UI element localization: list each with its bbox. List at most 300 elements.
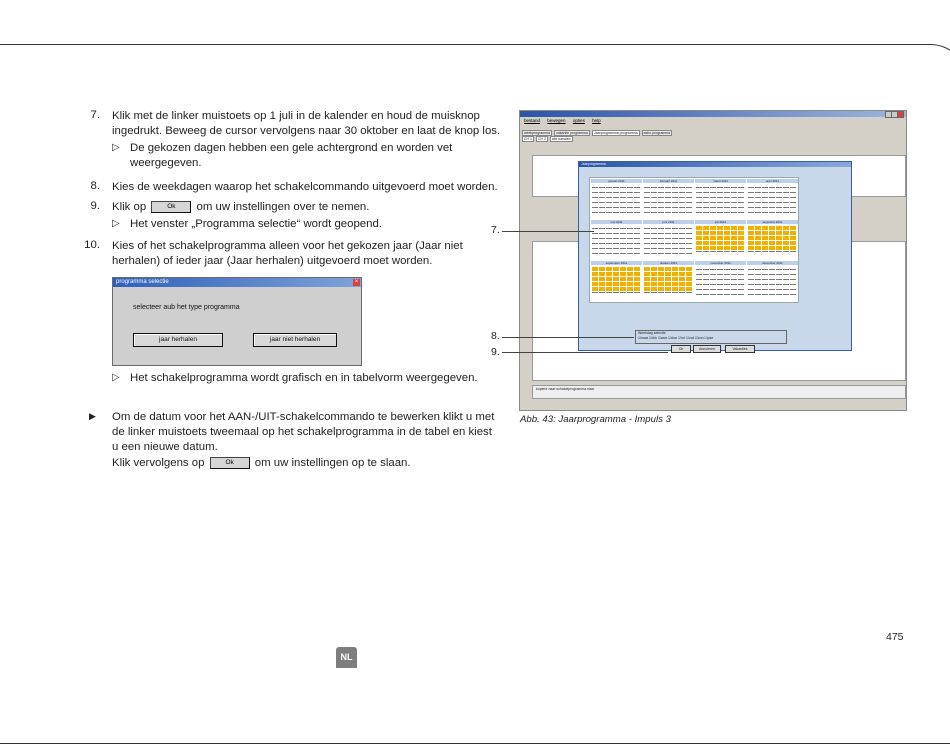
- calendar-day: [710, 212, 716, 213]
- calendar-day: [717, 187, 723, 188]
- calendar-month-title: oktober 2011: [643, 261, 694, 265]
- figure-caption: Abb. 43: Jaarprogramma - Impuls 3: [520, 414, 671, 425]
- calendar-day: [665, 282, 671, 286]
- calendar-day: [686, 292, 692, 293]
- calendar-day: [748, 269, 754, 270]
- calendar-day: [658, 243, 664, 244]
- calendar-day: [790, 212, 796, 213]
- calendar-day: [710, 202, 716, 203]
- calendar-day: [731, 246, 737, 250]
- after-dialog-text: Het schakelprogramma wordt grafisch en in tabelvorm weergegeven.: [130, 372, 478, 384]
- calendar-day: [717, 207, 723, 208]
- calendar-day: [686, 243, 692, 244]
- calendar-day: [710, 192, 716, 193]
- calendar-day: [748, 289, 754, 290]
- calendar-day: [710, 274, 716, 275]
- calendar-day: [672, 287, 678, 291]
- calendar-day: [686, 212, 692, 213]
- calendar-day: [790, 289, 796, 290]
- calendar-day: [644, 212, 650, 213]
- calendar-day: [679, 267, 685, 271]
- calendar-day: [696, 289, 702, 290]
- calendar-day: [599, 287, 605, 291]
- calendar-day: [644, 267, 650, 271]
- calendar-day: [703, 289, 709, 290]
- bullet-pre: Klik vervolgens op: [112, 457, 205, 469]
- calendar-day: [755, 197, 761, 198]
- calendar-day: [634, 187, 640, 188]
- calendar-day: [665, 243, 671, 244]
- year-calendar-window: [578, 161, 852, 351]
- calendar-month-title: april 2011: [747, 179, 798, 183]
- calendar-day: [634, 267, 640, 271]
- calendar-day: [686, 192, 692, 193]
- calendar-days-grid: [696, 185, 745, 217]
- calendar-day: [738, 289, 744, 290]
- calendar-day: [627, 207, 633, 208]
- calendar-day: [665, 292, 671, 293]
- calendar-day: [703, 202, 709, 203]
- calendar-day: [731, 226, 737, 230]
- bullet-line-1: Om de datum voor het AAN-/UIT-schakelcommando te bewerken klikt u met: [112, 411, 495, 423]
- calendar-day: [634, 277, 640, 281]
- calendar-day: [627, 243, 633, 244]
- calendar-month: [747, 261, 798, 301]
- calendar-day: [724, 246, 730, 250]
- calendar-day: [679, 287, 685, 291]
- weekday-checkbox: ☑zat: [686, 336, 695, 340]
- calendar-day: [724, 289, 730, 290]
- calendar-day: [634, 248, 640, 249]
- calendar-day: [686, 202, 692, 203]
- calendar-day: [634, 233, 640, 234]
- calendar-day: [644, 207, 650, 208]
- calendar-day: [710, 207, 716, 208]
- ok-button-inline: Ok: [151, 201, 191, 213]
- calendar-day: [613, 248, 619, 249]
- calendar-day: [738, 274, 744, 275]
- calendar-day: [592, 277, 598, 281]
- step-9-post: om uw instellingen over te nemen.: [196, 201, 370, 213]
- calendar-day: [731, 294, 737, 295]
- calendar-day: [731, 241, 737, 245]
- calendar-day: [679, 282, 685, 286]
- calendar-day: [731, 269, 737, 270]
- calendar-day: [613, 228, 619, 229]
- calendar-day: [738, 212, 744, 213]
- calendar-day: [599, 253, 605, 254]
- calendar-day: [703, 187, 709, 188]
- calendar-day: [724, 207, 730, 208]
- calendar-day: [658, 277, 664, 281]
- calendar-day: [776, 236, 782, 240]
- calendar-days-grid: [644, 226, 693, 258]
- calendar-day: [755, 289, 761, 290]
- calendar-day: [634, 228, 640, 229]
- calendar-day: [665, 253, 671, 254]
- program-selection-dialog: [112, 277, 362, 366]
- calendar-day: [620, 202, 626, 203]
- calendar-day: [658, 292, 664, 293]
- calendar-day: [651, 207, 657, 208]
- no-repeat-year-button[interactable]: jaar niet herhalen: [253, 333, 337, 347]
- calendar-month: [643, 220, 694, 260]
- step-9-pre: Klik op: [112, 201, 147, 213]
- calendar-day: [592, 238, 598, 239]
- calendar-day: [748, 236, 754, 240]
- calendar-day: [592, 207, 598, 208]
- calendar-day: [658, 207, 664, 208]
- calendar-day: [748, 279, 754, 280]
- calendar-month-title: mei 2011: [591, 220, 642, 224]
- calendar-day: [790, 284, 796, 285]
- calendar-day: [634, 253, 640, 254]
- cal-ok-button: Ok: [671, 345, 691, 353]
- calendar-day: [762, 274, 768, 275]
- calendar-day: [679, 243, 685, 244]
- calendar-day: [731, 202, 737, 203]
- calendar-day: [790, 192, 796, 193]
- calendar-day: [665, 207, 671, 208]
- calendar-day: [738, 284, 744, 285]
- calendar-day: [762, 197, 768, 198]
- calendar-day: [592, 287, 598, 291]
- close-icon[interactable]: ×: [354, 279, 359, 285]
- calendar-day: [599, 192, 605, 193]
- calendar-day: [717, 231, 723, 235]
- calendar-day: [627, 287, 633, 291]
- calendar-day: [748, 251, 754, 252]
- calendar-day: [769, 279, 775, 280]
- calendar-day: [627, 197, 633, 198]
- calendar-month-title: maart 2011: [695, 179, 746, 183]
- calendar-day: [762, 226, 768, 230]
- calendar-day: [731, 284, 737, 285]
- calendar-day: [790, 231, 796, 235]
- calendar-day: [696, 236, 702, 240]
- calendar-day: [724, 202, 730, 203]
- repeat-year-button[interactable]: jaar herhalen: [133, 333, 223, 347]
- calendar-day: [592, 197, 598, 198]
- bullet-line-4: [112, 456, 411, 471]
- calendar-day: [710, 241, 716, 245]
- calendar-day: [613, 243, 619, 244]
- calendar-day: [686, 187, 692, 188]
- calendar-day: [724, 192, 730, 193]
- calendar-day: [710, 251, 716, 252]
- calendar-day: [599, 207, 605, 208]
- calendar-day: [679, 228, 685, 229]
- calendar-day: [724, 274, 730, 275]
- calendar-day: [776, 294, 782, 295]
- calendar-day: [703, 197, 709, 198]
- calendar-day: [762, 279, 768, 280]
- tab-astro: astro programma: [643, 131, 671, 135]
- calendar-title: Jaarprogramma: [579, 162, 851, 167]
- calendar-day: [769, 284, 775, 285]
- calendar-day: [592, 253, 598, 254]
- calendar-day: [769, 212, 775, 213]
- calendar-day: [783, 269, 789, 270]
- calendar-day: [627, 202, 633, 203]
- step-10-number: 10.: [84, 239, 100, 251]
- calendar-day: [651, 292, 657, 293]
- calendar-day: [731, 212, 737, 213]
- calendar-day: [755, 207, 761, 208]
- calendar-day: [717, 269, 723, 270]
- weekday-checkbox: ☑woe: [657, 336, 669, 340]
- calendar-day: [703, 236, 709, 240]
- calendar-day: [776, 279, 782, 280]
- calendar-day: [738, 207, 744, 208]
- calendar-day: [686, 277, 692, 281]
- calendar-day: [755, 251, 761, 252]
- calendar-day: [776, 207, 782, 208]
- calendar-day: [606, 212, 612, 213]
- calendar-day: [769, 289, 775, 290]
- calendar-day: [724, 226, 730, 230]
- calendar-day: [783, 246, 789, 250]
- calendar-day: [679, 187, 685, 188]
- calendar-day: [769, 241, 775, 245]
- calendar-day: [679, 197, 685, 198]
- calendar-day: [703, 279, 709, 280]
- calendar-month: [591, 179, 642, 219]
- calendar-day: [738, 226, 744, 230]
- calendar-day: [644, 238, 650, 239]
- calendar-month: [695, 261, 746, 301]
- calendar-day: [783, 212, 789, 213]
- calendar-day: [710, 187, 716, 188]
- calendar-day: [755, 274, 761, 275]
- calendar-day: [790, 279, 796, 280]
- weekday-checkbox: ☑zon: [694, 336, 705, 340]
- calendar-day: [644, 243, 650, 244]
- menu-bewegen: bewegen: [547, 118, 566, 123]
- calendar-day: [783, 251, 789, 252]
- calendar-day: [696, 284, 702, 285]
- calendar-day: [679, 207, 685, 208]
- calendar-day: [710, 197, 716, 198]
- calendar-day: [658, 197, 664, 198]
- calendar-day: [634, 207, 640, 208]
- calendar-day: [738, 236, 744, 240]
- calendar-day: [599, 282, 605, 286]
- calendar-day: [696, 197, 702, 198]
- calendar-day: [731, 279, 737, 280]
- dialog-title-bar: [113, 278, 361, 287]
- calendar-day: [762, 187, 768, 188]
- calendar-day: [627, 267, 633, 271]
- calendar-day: [762, 289, 768, 290]
- calendar-day: [717, 279, 723, 280]
- calendar-day: [738, 294, 744, 295]
- calendar-day: [613, 267, 619, 271]
- sub-arrow-icon: ▷: [112, 142, 120, 153]
- calendar-month: [591, 220, 642, 260]
- calendar-day: [592, 202, 598, 203]
- calendar-day: [776, 241, 782, 245]
- calendar-day: [769, 207, 775, 208]
- calendar-day: [644, 248, 650, 249]
- calendar-day: [748, 246, 754, 250]
- calendar-day: [627, 187, 633, 188]
- calendar-day: [620, 253, 626, 254]
- tab-week: weekprogramma: [524, 131, 551, 135]
- calendar-day: [620, 233, 626, 234]
- calendar-day: [769, 197, 775, 198]
- tab-year: Jaarprogramma programma: [593, 131, 638, 135]
- step-9-sub-1: Het venster „Programma selectie“ wordt geopend.: [130, 218, 382, 230]
- tab-vacation: vakantie programma: [556, 131, 588, 135]
- sub-arrow-icon: ▷: [112, 218, 120, 229]
- calendar-month: [695, 220, 746, 260]
- calendar-month-title: december 2011: [747, 261, 798, 265]
- calendar-day: [717, 284, 723, 285]
- calendar-day: [731, 289, 737, 290]
- calendar-day: [724, 251, 730, 252]
- calendar-day: [651, 272, 657, 276]
- calendar-day: [731, 231, 737, 235]
- calendar-day: [599, 292, 605, 293]
- calendar-month-title: september 2011: [591, 261, 642, 265]
- calendar-day: [748, 207, 754, 208]
- calendar-day: [703, 207, 709, 208]
- weekday-checkbox: ☑don: [668, 336, 679, 340]
- calendar-day: [679, 202, 685, 203]
- calendar-day: [620, 212, 626, 213]
- calendar-day: [679, 233, 685, 234]
- calendar-day: [696, 187, 702, 188]
- calendar-day: [679, 292, 685, 293]
- calendar-day: [592, 248, 598, 249]
- calendar-day: [703, 231, 709, 235]
- calendar-day: [717, 192, 723, 193]
- calendar-day: [627, 192, 633, 193]
- calendar-day: [696, 279, 702, 280]
- ok-button-inline: Ok: [210, 457, 250, 469]
- calendar-day: [592, 292, 598, 293]
- calendar-day: [672, 197, 678, 198]
- step-9-number: 9.: [90, 200, 100, 212]
- calendar-day: [710, 269, 716, 270]
- calendar-day: [776, 284, 782, 285]
- calendar-day: [651, 212, 657, 213]
- calendar-day: [679, 238, 685, 239]
- calendar-day: [620, 292, 626, 293]
- calendar-month: [591, 261, 642, 301]
- calendar-day: [755, 241, 761, 245]
- calendar-day: [790, 251, 796, 252]
- calendar-day: [748, 192, 754, 193]
- calendar-day: [644, 233, 650, 234]
- calendar-day: [627, 233, 633, 234]
- calendar-day: [599, 212, 605, 213]
- calendar-day: [627, 228, 633, 229]
- calendar-day: [696, 269, 702, 270]
- calendar-day: [755, 231, 761, 235]
- calendar-day: [769, 269, 775, 270]
- calendar-day: [606, 287, 612, 291]
- calendar-day: [724, 231, 730, 235]
- calendar-day: [658, 248, 664, 249]
- tab-ch2: CH 2: [537, 137, 546, 141]
- calendar-day: [613, 292, 619, 293]
- calendar-day: [651, 243, 657, 244]
- calendar-day: [599, 228, 605, 229]
- calendar-day: [686, 197, 692, 198]
- calendar-day: [783, 187, 789, 188]
- calendar-day: [651, 187, 657, 188]
- calendar-day: [783, 236, 789, 240]
- calendar-day: [769, 192, 775, 193]
- calendar-day: [627, 292, 633, 293]
- calendar-day: [620, 228, 626, 229]
- calendar-day: [634, 292, 640, 293]
- calendar-day: [599, 272, 605, 276]
- calendar-day: [703, 284, 709, 285]
- calendar-day: [679, 192, 685, 193]
- calendar-day: [627, 272, 633, 276]
- calendar-day: [679, 277, 685, 281]
- calendar-day: [634, 202, 640, 203]
- calendar-day: [731, 236, 737, 240]
- calendar-days-grid: [748, 267, 797, 299]
- calendar-month: [695, 179, 746, 219]
- application-screenshot: [519, 110, 907, 411]
- calendar-day: [644, 253, 650, 254]
- calendar-day: [755, 212, 761, 213]
- callout-7: 7.: [491, 224, 500, 236]
- calendar-day: [783, 289, 789, 290]
- calendar-day: [599, 267, 605, 271]
- calendar-day: [644, 192, 650, 193]
- calendar-day: [755, 236, 761, 240]
- calendar-day: [644, 282, 650, 286]
- calendar-day: [644, 187, 650, 188]
- calendar-day: [755, 192, 761, 193]
- calendar-days-grid: [592, 267, 641, 299]
- calendar-day: [599, 243, 605, 244]
- calendar-day: [606, 228, 612, 229]
- calendar-day: [731, 274, 737, 275]
- calendar-day: [651, 228, 657, 229]
- calendar-day: [731, 251, 737, 252]
- calendar-day: [762, 284, 768, 285]
- calendar-day: [613, 187, 619, 188]
- calendar-day: [665, 248, 671, 249]
- calendar-day: [769, 246, 775, 250]
- calendar-day: [790, 202, 796, 203]
- calendar-day: [790, 187, 796, 188]
- calendar-day: [696, 251, 702, 252]
- calendar-day: [620, 272, 626, 276]
- calendar-day: [613, 233, 619, 234]
- calendar-month: [747, 179, 798, 219]
- calendar-day: [644, 292, 650, 293]
- calendar-day: [613, 287, 619, 291]
- calendar-day: [672, 267, 678, 271]
- calendar-day: [776, 187, 782, 188]
- calendar-day: [755, 202, 761, 203]
- calendar-days-grid: [592, 185, 641, 217]
- calendar-day: [738, 269, 744, 270]
- calendar-day: [686, 253, 692, 254]
- calendar-day: [686, 287, 692, 291]
- calendar-day: [769, 231, 775, 235]
- calendar-day: [769, 187, 775, 188]
- calendar-days-grid: [644, 185, 693, 217]
